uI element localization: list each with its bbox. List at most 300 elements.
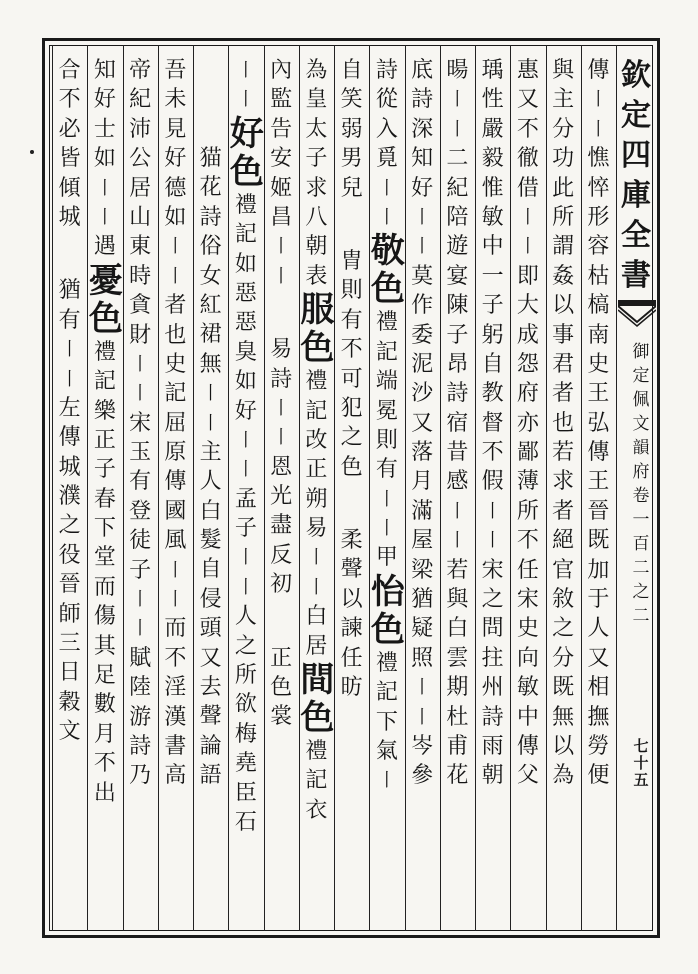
- text-char: 易: [270, 337, 293, 363]
- text-char: 如: [93, 146, 116, 172]
- page-number-char: 五: [633, 771, 649, 789]
- repeat-mark: 丨: [448, 89, 467, 111]
- text-char: 堂: [93, 545, 116, 571]
- text-char: 既: [587, 528, 610, 554]
- text-char: 大: [516, 293, 539, 319]
- text-char: 城: [58, 454, 81, 480]
- text-char: 財: [129, 322, 152, 348]
- text-char: 亦: [516, 410, 539, 436]
- text-char: 史: [516, 616, 539, 642]
- text-char: 昔: [446, 440, 469, 466]
- text-char: 分: [552, 645, 575, 671]
- text-char: 花: [446, 763, 469, 789]
- text-char: 盡: [270, 513, 293, 539]
- text-char: 好: [164, 146, 187, 172]
- text-char: 嚴: [481, 116, 504, 142]
- headword-char: 好: [229, 113, 264, 154]
- headword-char: 憂: [88, 260, 123, 301]
- text-char: 宋: [481, 557, 504, 583]
- text-char: 弘: [587, 410, 610, 436]
- text-char: 吾: [164, 58, 187, 83]
- text-char: 任: [340, 645, 363, 671]
- text-char: 向: [516, 645, 539, 671]
- repeat-mark: 丨: [166, 265, 185, 287]
- title-char: 全: [621, 218, 651, 253]
- text-char: 又: [516, 87, 539, 113]
- text-char: 薄: [516, 469, 539, 495]
- text-char: 沙: [411, 381, 434, 407]
- text-char: 禮: [93, 339, 116, 365]
- headword-char: 色: [370, 269, 405, 310]
- text-column: [512, 56, 544, 791]
- volume-char: 府: [632, 462, 650, 482]
- headword-char: 服: [300, 290, 335, 331]
- text-char: 與: [552, 58, 575, 83]
- text-char: 借: [516, 175, 539, 201]
- text-char: 又: [411, 410, 434, 436]
- text-char: 者: [552, 498, 575, 524]
- juan-char: 之: [632, 582, 650, 602]
- text-char: 月: [93, 721, 116, 747]
- text-char: 而: [164, 616, 187, 642]
- text-char: 師: [58, 601, 81, 627]
- text-char: 傾: [58, 175, 81, 201]
- title-char: 欽: [621, 58, 651, 93]
- text-char: 所: [516, 498, 539, 524]
- headword-char: 敬: [370, 231, 405, 272]
- text-char: 成: [516, 322, 539, 348]
- text-char: 任: [516, 557, 539, 583]
- text-char: 照: [411, 645, 434, 671]
- repeat-mark: 丨: [272, 236, 291, 258]
- text-char: 假: [481, 469, 504, 495]
- text-char: 禮: [375, 310, 398, 336]
- text-char: 以: [340, 586, 363, 612]
- repeat-mark: 丨: [201, 383, 220, 405]
- juan-char: 二: [632, 606, 650, 626]
- text-char: [344, 504, 360, 526]
- text-char: 覓: [375, 146, 398, 172]
- text-char: 槁: [587, 293, 610, 319]
- text-char: 王: [587, 381, 610, 407]
- text-char: 女: [199, 263, 222, 289]
- text-char: 好: [93, 87, 116, 113]
- text-char: 知: [411, 146, 434, 172]
- repeat-mark: 丨: [131, 383, 150, 405]
- volume-char: 定: [632, 366, 650, 386]
- text-char: 詩: [481, 704, 504, 730]
- text-char: 俗: [199, 234, 222, 260]
- text-char: [344, 225, 360, 247]
- text-char: 勞: [587, 733, 610, 759]
- volume-label: [624, 340, 658, 628]
- repeat-mark: 丨: [131, 353, 150, 375]
- text-char: 君: [552, 351, 575, 377]
- text-char: 王: [587, 469, 610, 495]
- text-char: 拄: [481, 645, 504, 671]
- title-char: 定: [621, 98, 651, 133]
- text-char: 臣: [234, 780, 257, 806]
- text-char: 從: [375, 87, 398, 113]
- text-char: 便: [587, 763, 610, 789]
- text-char: 所: [234, 663, 257, 689]
- text-char: 不: [516, 528, 539, 554]
- text-column: [54, 56, 86, 747]
- repeat-mark: 丨: [236, 547, 255, 569]
- text-char: 有: [340, 307, 363, 333]
- text-char: 禮: [305, 739, 328, 765]
- text-char: 昂: [446, 351, 469, 377]
- text-char: 記: [234, 222, 257, 248]
- text-char: 不: [340, 337, 363, 363]
- text-char: 無: [199, 351, 222, 377]
- text-char: 端: [375, 369, 398, 395]
- text-char: 聲: [340, 557, 363, 583]
- text-char: 笑: [340, 87, 363, 113]
- text-char: 委: [411, 322, 434, 348]
- text-char: 泥: [411, 351, 434, 377]
- text-char: 城: [58, 204, 81, 230]
- text-char: 督: [481, 410, 504, 436]
- text-char: 弱: [340, 116, 363, 142]
- text-char: [203, 122, 219, 144]
- text-char: 傳: [516, 733, 539, 759]
- text-char: 冕: [375, 398, 398, 424]
- text-char: 雲: [446, 645, 469, 671]
- text-char: 疑: [411, 616, 434, 642]
- text-char: 之: [234, 633, 257, 659]
- text-char: 之: [552, 616, 575, 642]
- text-char: 滿: [411, 498, 434, 524]
- text-column: [406, 56, 438, 791]
- text-char: 惡: [234, 310, 257, 336]
- text-char: 如: [234, 251, 257, 277]
- text-char: 德: [164, 175, 187, 201]
- text-char: 南: [587, 322, 610, 348]
- text-char: 去: [199, 675, 222, 701]
- text-char: 姦: [552, 263, 575, 289]
- text-char: 惡: [234, 280, 257, 306]
- text-char: 晉: [587, 498, 610, 524]
- repeat-mark: 丨: [272, 427, 291, 449]
- text-char: 如: [164, 204, 187, 230]
- text-char: 晉: [58, 572, 81, 598]
- text-column: [265, 56, 297, 732]
- text-char: 猶: [411, 587, 434, 613]
- text-char: 書: [164, 733, 187, 759]
- text-char: 必: [58, 116, 81, 142]
- repeat-mark: 丨: [272, 397, 291, 419]
- title-char: 四: [621, 138, 651, 173]
- text-char: 屈: [164, 410, 187, 436]
- text-column: [336, 56, 368, 702]
- text-char: 禮: [375, 650, 398, 676]
- text-char: 濮: [58, 484, 81, 510]
- text-char: 文: [58, 719, 81, 745]
- text-char: [273, 622, 289, 644]
- repeat-mark: 丨: [166, 236, 185, 258]
- text-char: 有: [58, 307, 81, 333]
- text-char: 撫: [587, 704, 610, 730]
- text-char: 告: [270, 116, 293, 142]
- text-char: 子: [481, 293, 504, 319]
- text-char: 詩: [129, 733, 152, 759]
- text-char: 猫: [199, 146, 222, 171]
- text-column: [547, 56, 579, 791]
- book-title: [619, 56, 653, 296]
- text-char: 裳: [270, 704, 293, 730]
- text-char: 八: [305, 204, 328, 230]
- text-char: 悴: [587, 175, 610, 201]
- text-char: 教: [481, 381, 504, 407]
- text-char: 求: [552, 469, 575, 495]
- text-char: 反: [270, 542, 293, 568]
- text-char: 陸: [129, 675, 152, 701]
- text-char: 改: [305, 427, 328, 453]
- repeat-mark: 丨: [95, 177, 114, 199]
- text-char: 白: [446, 616, 469, 642]
- text-char: 花: [199, 175, 222, 201]
- title-char: 書: [621, 258, 651, 293]
- text-char: 傳: [587, 440, 610, 466]
- text-char: 又: [587, 645, 610, 671]
- text-char: 紅: [199, 292, 222, 318]
- text-char: 昉: [340, 675, 363, 701]
- text-char: 絕: [552, 528, 575, 554]
- text-char: 髮: [199, 528, 222, 554]
- text-char: 惟: [481, 175, 504, 201]
- repeat-mark: 丨: [236, 576, 255, 598]
- text-char: 之: [58, 513, 81, 539]
- repeat-mark: 丨: [131, 618, 150, 640]
- text-char: 枯: [587, 263, 610, 289]
- text-column: [230, 56, 262, 837]
- headword-char: 怡: [370, 571, 405, 612]
- text-char: 皇: [305, 87, 328, 113]
- text-char: 惠: [516, 58, 539, 83]
- repeat-mark: 丨: [377, 518, 396, 540]
- text-column: [195, 56, 227, 791]
- text-char: 正: [93, 427, 116, 453]
- text-char: 三: [58, 631, 81, 657]
- text-char: 傳: [58, 425, 81, 451]
- text-char: 石: [234, 809, 257, 835]
- repeat-mark: 丨: [272, 265, 291, 287]
- text-char: 胄: [340, 248, 363, 274]
- text-char: 中: [516, 704, 539, 730]
- text-char: 容: [587, 234, 610, 260]
- text-char: 漢: [164, 704, 187, 730]
- text-char: 見: [164, 116, 187, 142]
- text-char: 毅: [481, 146, 504, 172]
- text-char: 居: [129, 175, 152, 201]
- text-char: [273, 291, 289, 313]
- text-char: 淫: [164, 675, 187, 701]
- text-char: 下: [93, 516, 116, 542]
- text-char: 監: [270, 87, 293, 113]
- text-char: 禮: [234, 192, 257, 218]
- text-column: [441, 56, 473, 791]
- text-char: 宿: [446, 410, 469, 436]
- repeat-mark: 丨: [60, 368, 79, 390]
- text-char: 史: [587, 351, 610, 377]
- text-char: 游: [129, 704, 152, 730]
- text-char: 春: [93, 486, 116, 512]
- text-char: 期: [446, 675, 469, 701]
- page-number-char: 七: [633, 737, 649, 755]
- text-char: 氣: [375, 739, 398, 765]
- text-char: [203, 56, 219, 78]
- text-char: 岑: [411, 733, 434, 759]
- text-char: [344, 203, 360, 225]
- text-char: 公: [129, 146, 152, 172]
- text-char: 者: [164, 293, 187, 319]
- text-char: 感: [446, 469, 469, 495]
- text-char: 人: [587, 616, 610, 642]
- text-char: 如: [234, 369, 257, 395]
- text-char: 猶: [58, 278, 81, 304]
- repeat-mark: 丨: [518, 206, 537, 228]
- text-char: 宋: [129, 410, 152, 436]
- juan-char: 二: [632, 558, 650, 578]
- text-char: 國: [164, 498, 187, 524]
- text-char: 正: [305, 457, 328, 483]
- title-char: 庫: [621, 178, 651, 213]
- text-char: 月: [411, 469, 434, 495]
- text-char: 主: [199, 439, 222, 465]
- repeat-mark: 丨: [307, 547, 326, 569]
- repeat-mark: 丨: [413, 206, 432, 228]
- text-char: 無: [552, 704, 575, 730]
- repeat-mark: 丨: [377, 206, 396, 228]
- text-char: 風: [164, 528, 187, 554]
- repeat-mark: 丨: [377, 770, 396, 792]
- repeat-mark: 丨: [413, 236, 432, 258]
- text-char: 記: [164, 381, 187, 407]
- text-char: 記: [93, 369, 116, 395]
- text-char: 傷: [93, 604, 116, 630]
- text-char: 參: [411, 763, 434, 789]
- text-char: 則: [375, 427, 398, 453]
- repeat-mark: 丨: [377, 488, 396, 510]
- headword-char: 色: [370, 609, 405, 650]
- text-char: 昌: [270, 204, 293, 230]
- repeat-mark: 丨: [448, 500, 467, 522]
- repeat-mark: 丨: [166, 559, 185, 581]
- text-char: 沛: [129, 116, 152, 142]
- text-char: 于: [587, 587, 610, 613]
- text-char: 事: [552, 322, 575, 348]
- text-char: 梁: [411, 557, 434, 583]
- text-char: 侵: [199, 586, 222, 612]
- text-char: 甲: [375, 545, 398, 571]
- text-char: 子: [305, 146, 328, 172]
- repeat-mark: 丨: [377, 177, 396, 199]
- text-column: [124, 56, 156, 791]
- text-char: 甫: [446, 733, 469, 759]
- text-char: 以: [552, 733, 575, 759]
- text-char: 合: [58, 58, 81, 83]
- text-char: 恩: [270, 454, 293, 480]
- text-char: 裙: [199, 322, 222, 348]
- repeat-mark: 丨: [448, 118, 467, 140]
- text-char: [62, 232, 78, 254]
- text-char: 不: [481, 440, 504, 466]
- text-char: 若: [552, 440, 575, 466]
- text-char: 一: [481, 263, 504, 289]
- text-char: 語: [199, 763, 222, 789]
- text-char: 也: [164, 322, 187, 348]
- text-char: 男: [340, 146, 363, 172]
- text-char: 又: [199, 645, 222, 671]
- text-char: 犯: [340, 395, 363, 421]
- text-char: 貪: [129, 293, 152, 319]
- text-char: 雨: [481, 733, 504, 759]
- text-char: 而: [93, 574, 116, 600]
- text-char: 論: [199, 733, 222, 759]
- text-char: 傳: [587, 58, 610, 83]
- text-char: 臭: [234, 339, 257, 365]
- text-char: 不: [93, 751, 116, 777]
- text-char: 記: [305, 398, 328, 424]
- text-char: 子: [234, 516, 257, 542]
- text-char: 府: [516, 381, 539, 407]
- text-char: 正: [270, 645, 293, 671]
- text-char: 穀: [58, 689, 81, 715]
- text-char: 則: [340, 278, 363, 304]
- text-char: 孟: [234, 486, 257, 512]
- text-char: 表: [305, 263, 328, 289]
- text-char: 憔: [587, 146, 610, 172]
- text-char: 太: [305, 116, 328, 142]
- text-char: [344, 482, 360, 504]
- text-char: 宴: [446, 263, 469, 289]
- text-char: 乃: [129, 763, 152, 789]
- repeat-mark: 丨: [307, 576, 326, 598]
- text-char: 即: [516, 263, 539, 289]
- text-char: 好: [411, 175, 434, 201]
- text-char: 子: [446, 322, 469, 348]
- headword-char: 色: [229, 151, 264, 192]
- text-char: 徹: [516, 146, 539, 172]
- text-char: 梅: [234, 721, 257, 747]
- text-char: 暘: [446, 58, 469, 83]
- text-char: 底: [411, 58, 434, 83]
- text-char: 詩: [375, 58, 398, 83]
- text-char: 徒: [129, 528, 152, 554]
- text-char: 自: [199, 557, 222, 583]
- text-char: 怨: [516, 351, 539, 377]
- text-char: 役: [58, 542, 81, 568]
- text-char: 形: [587, 204, 610, 230]
- text-char: 白: [199, 498, 222, 524]
- text-char: 記: [375, 680, 398, 706]
- text-char: 自: [340, 58, 363, 83]
- text-char: 記: [305, 768, 328, 794]
- text-char: 遇: [93, 234, 116, 260]
- text-char: 求: [305, 175, 328, 201]
- repeat-mark: 丨: [589, 89, 608, 111]
- text-char: 以: [552, 293, 575, 319]
- text-char: 紀: [129, 87, 152, 113]
- page-number-char: 十: [633, 754, 649, 772]
- text-char: 敏: [481, 204, 504, 230]
- text-column: [582, 56, 614, 791]
- text-char: 登: [129, 498, 152, 524]
- text-char: 朝: [305, 234, 328, 260]
- text-column: [477, 56, 509, 791]
- text-char: 加: [587, 557, 610, 583]
